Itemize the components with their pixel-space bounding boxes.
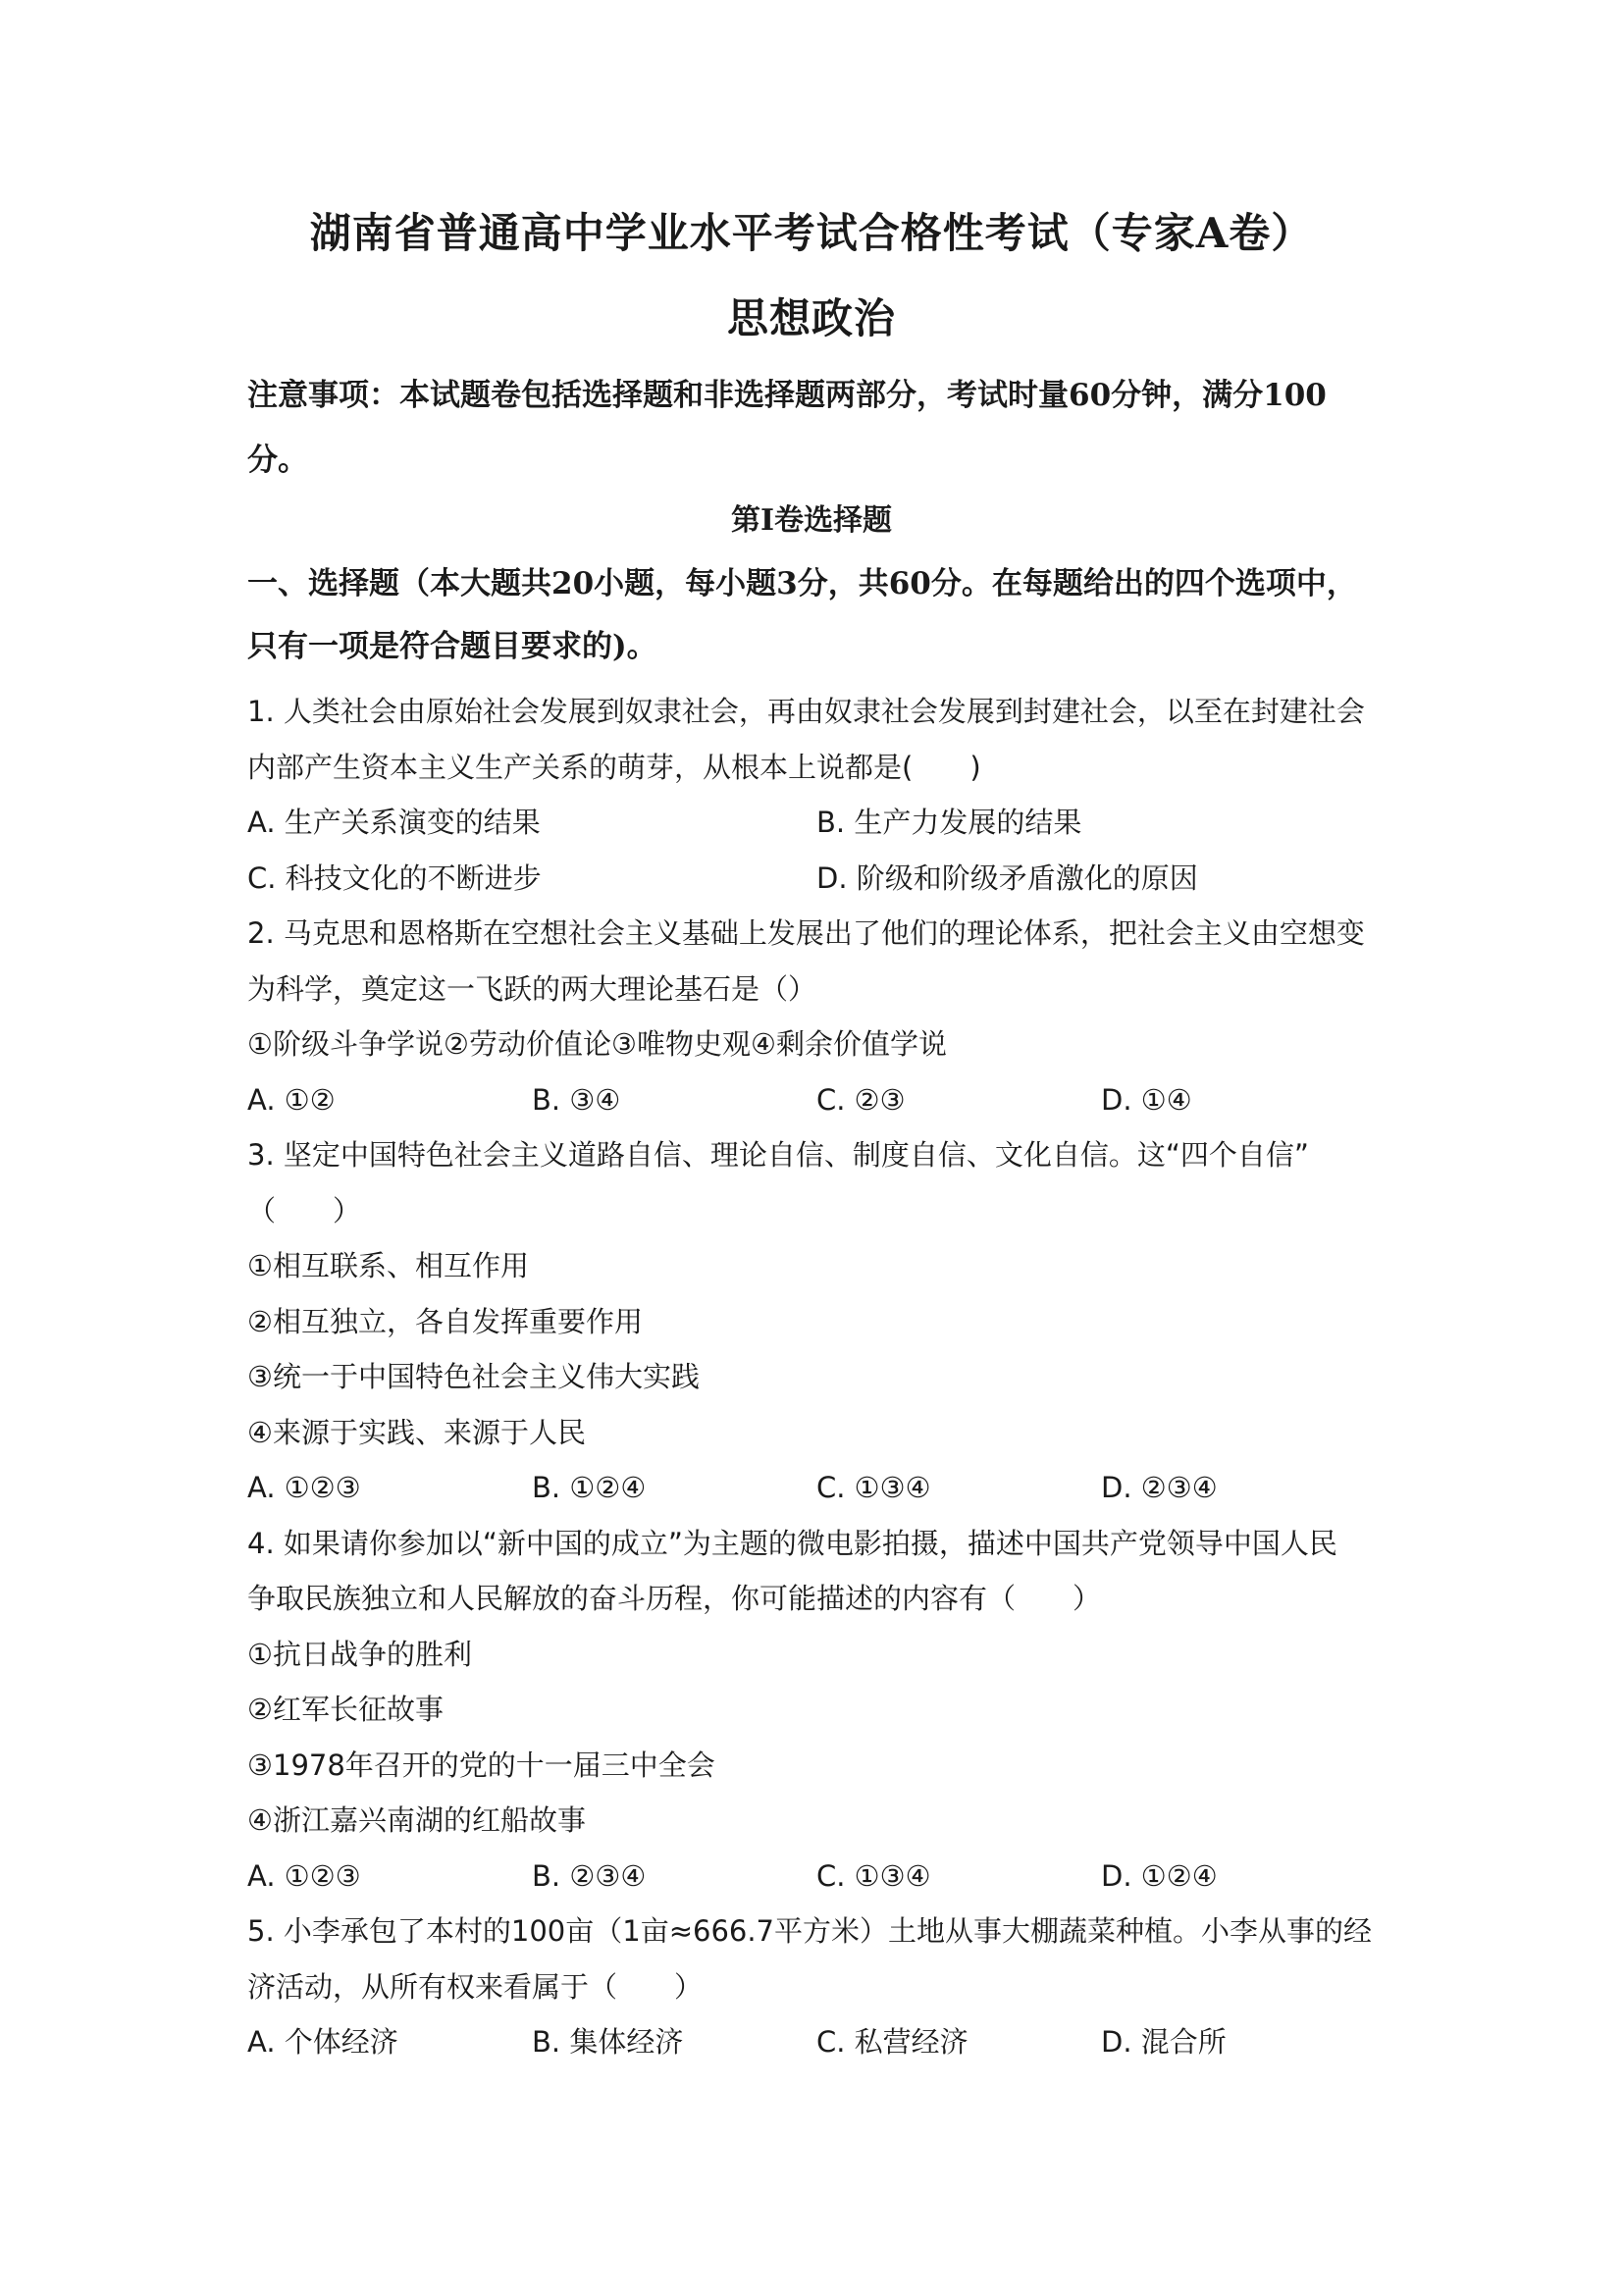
question-item: ②相互独立，各自发挥重要作用 — [247, 1304, 643, 1338]
question-4 — [247, 1516, 1386, 1905]
option-a[interactable]: A. ①②③ — [247, 1471, 361, 1504]
option-d[interactable]: D. ①②④ — [1101, 1858, 1218, 1893]
section-title: 第Ⅰ卷选择题 — [730, 503, 893, 538]
question-stem-line: 为科学，奠定这一飞跃的两大理论基石是（） — [247, 971, 817, 1006]
question-5 — [247, 1904, 1386, 2070]
question-3 — [247, 1127, 1386, 1516]
options-row — [247, 1072, 1386, 1128]
part-heading: 一、选择题（本大题共20小题，每小题3分，共60分。在每题给出的四个选项中，只有一项是符合题目要求的)。 — [247, 566, 1357, 664]
question-item: ④来源于实践、来源于人民 — [247, 1415, 586, 1449]
option-a[interactable]: A. ①② — [247, 1082, 336, 1117]
option-d[interactable]: D. ①④ — [1101, 1082, 1192, 1117]
question-2 — [247, 906, 1386, 1127]
question-1 — [247, 684, 1386, 906]
option-d[interactable]: D. ②③④ — [1101, 1471, 1218, 1504]
question-item: ①相互联系、相互作用 — [247, 1249, 529, 1282]
option-c[interactable]: C. 科技文化的不断进步 — [247, 861, 542, 895]
question-item: ④浙江嘉兴南湖的红船故事 — [247, 1803, 586, 1837]
question-list — [247, 684, 1386, 2070]
question-stem-line: 济活动，从所有权来看属于（ ） — [247, 1969, 704, 2004]
option-c[interactable]: C. ①③④ — [816, 1471, 931, 1504]
exam-notice: 注意事项：本试题卷包括选择题和非选择题两部分，考试时量60分钟，满分100分。 — [247, 378, 1327, 478]
option-c[interactable]: C. ①③④ — [816, 1858, 931, 1893]
question-stem-line: 1. 人类社会由原始社会发展到奴隶社会，再由奴隶社会发展到封建社会，以至在封建社会 — [247, 695, 1365, 728]
option-d[interactable]: D. 混合所 — [1101, 2025, 1227, 2059]
question-stem-line: 4. 如果请你参加以“新中国的成立”为主题的微电影拍摄，描述中国共产党领导中国人民 — [247, 1526, 1337, 1560]
question-item: ③统一于中国特色社会主义伟大实践 — [247, 1360, 700, 1393]
option-c[interactable]: C. 私营经济 — [816, 2025, 969, 2059]
question-stem-line: 争取民族独立和人民解放的奋斗历程，你可能描述的内容有（ ） — [247, 1582, 1102, 1615]
exam-title: 湖南省普通高中学业水平考试合格性考试（专家A卷） — [309, 209, 1314, 257]
question-stem-line: 内部产生资本主义生产关系的萌芽，从根本上说都是( ) — [247, 750, 981, 784]
question-stem-line: （ ） — [247, 1193, 362, 1227]
subject-title: 思想政治 — [726, 294, 896, 342]
option-a[interactable]: A. ①②③ — [247, 1858, 361, 1893]
option-b[interactable]: B. 生产力发展的结果 — [816, 806, 1082, 839]
question-item: ②红军长征故事 — [247, 1693, 444, 1726]
option-d[interactable]: D. 阶级和阶级矛盾激化的原因 — [816, 861, 1198, 895]
question-item: ①抗日战争的胜利 — [247, 1637, 472, 1671]
question-stem-line: 2. 马克思和恩格斯在空想社会主义基础上发展出了他们的理论体系，把社会主义由空想变 — [247, 916, 1365, 950]
question-item: ①阶级斗争学说②劳动价值论③唯物史观④剩余价值学说 — [247, 1027, 947, 1061]
option-a[interactable]: A. 个体经济 — [247, 2025, 398, 2059]
option-a[interactable]: A. 生产关系演变的结果 — [247, 806, 541, 839]
option-b[interactable]: B. ③④ — [532, 1082, 621, 1117]
options-row — [247, 851, 1386, 907]
options-row — [247, 1849, 1386, 1905]
question-stem-line: 3. 坚定中国特色社会主义道路自信、理论自信、制度自信、文化自信。这“四个自信” — [247, 1138, 1309, 1172]
question-item: ③1978年召开的党的十一届三中全会 — [247, 1748, 715, 1782]
options-row — [247, 1460, 1386, 1516]
option-b[interactable]: B. ②③④ — [532, 1858, 647, 1893]
options-row — [247, 2014, 1386, 2070]
option-b[interactable]: B. ①②④ — [532, 1471, 647, 1504]
question-stem-line: 5. 小李承包了本村的100亩（1亩≈666.7平方米）土地从事大棚蔬菜种植。小李从事的经 — [247, 1914, 1373, 1948]
options-row — [247, 795, 1386, 851]
option-c[interactable]: C. ②③ — [816, 1082, 906, 1117]
option-b[interactable]: B. 集体经济 — [532, 2025, 684, 2059]
